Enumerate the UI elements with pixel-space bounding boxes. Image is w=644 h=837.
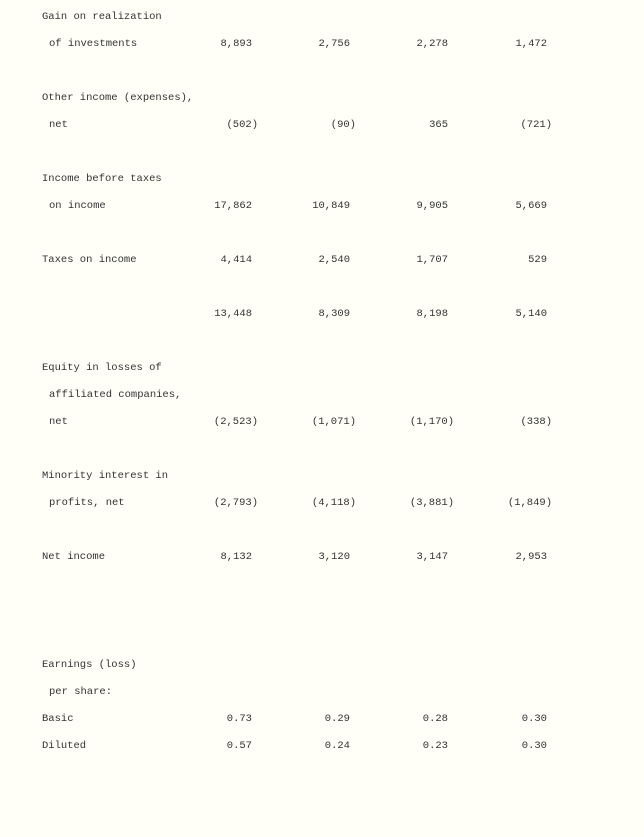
gain-value-col4: 1,472 <box>515 38 547 50</box>
basic-value-col3: 0.28 <box>422 713 448 725</box>
diluted-value-col2: 0.24 <box>324 740 350 752</box>
equity-label: Equity in losses of <box>42 362 162 374</box>
net-income-value-col3: 3,147 <box>416 551 448 563</box>
net-income-value-col2: 3,120 <box>318 551 350 563</box>
income-before-taxes-label-continued: on income <box>49 200 106 212</box>
equity-value-col1: (2,523) <box>213 416 258 428</box>
eps-label: Earnings (loss) <box>42 659 137 671</box>
ibt-value-col3: 9,905 <box>416 200 448 212</box>
other-income-value-col4: (721) <box>520 119 552 131</box>
other-income-value-col2: (90) <box>330 119 356 131</box>
tax-value-col4: 529 <box>528 254 547 266</box>
other-label-line-1 <box>0 91 644 105</box>
other-income-label-continued: net <box>49 119 68 131</box>
minority-interest-label-continued: profits, net <box>49 497 125 509</box>
minority-value-col2: (4,118) <box>311 497 356 509</box>
diluted-value-col4: 0.30 <box>521 740 547 752</box>
gain-label-continued: of investments <box>49 38 138 50</box>
taxes-label: Taxes on income <box>42 254 137 266</box>
ibt-value-col2: 10,849 <box>312 200 350 212</box>
eps-diluted-label: Diluted <box>42 740 87 752</box>
eps-label-continued: per share: <box>49 686 113 698</box>
subtotal-value-col3: 8,198 <box>416 308 448 320</box>
eps-diluted-row <box>0 739 644 753</box>
other-income-value-col3: 365 <box>429 119 448 131</box>
eps-label-line-2 <box>0 685 644 699</box>
subtotal-value-col1: 13,448 <box>214 308 252 320</box>
other-income-value-col1: (502) <box>226 119 258 131</box>
minority-label-line-1 <box>0 469 644 483</box>
other-income-label: Other income (expenses), <box>42 92 194 104</box>
taxes-row <box>0 253 644 267</box>
minority-interest-row <box>0 496 644 510</box>
tax-value-col2: 2,540 <box>318 254 350 266</box>
net-income-value-col4: 2,953 <box>515 551 547 563</box>
gain-row <box>0 37 644 51</box>
diluted-value-col3: 0.23 <box>422 740 448 752</box>
minority-interest-label: Minority interest in <box>42 470 169 482</box>
equity-label-net: net <box>49 416 68 428</box>
equity-value-col2: (1,071) <box>311 416 356 428</box>
net-income-row <box>0 550 644 564</box>
equity-label-continued: affiliated companies, <box>49 389 182 401</box>
gain-label: Gain on realization <box>42 11 162 23</box>
equity-label-line-2 <box>0 388 644 402</box>
ibt-label-line-1 <box>0 172 644 186</box>
basic-value-col4: 0.30 <box>521 713 547 725</box>
income-before-taxes-label: Income before taxes <box>42 173 162 185</box>
subtotal-value-col2: 8,309 <box>318 308 350 320</box>
other-income-row <box>0 118 644 132</box>
basic-value-col2: 0.29 <box>324 713 350 725</box>
net-income-label: Net income <box>42 551 106 563</box>
minority-value-col1: (2,793) <box>213 497 258 509</box>
ibt-value-col4: 5,669 <box>515 200 547 212</box>
gain-label-line-1 <box>0 10 644 24</box>
gain-value-col3: 2,278 <box>416 38 448 50</box>
minority-value-col4: (1,849) <box>507 497 552 509</box>
equity-value-col4: (338) <box>520 416 552 428</box>
equity-label-line-1 <box>0 361 644 375</box>
subtotal-value-col4: 5,140 <box>515 308 547 320</box>
diluted-value-col1: 0.57 <box>226 740 252 752</box>
tax-value-col3: 1,707 <box>416 254 448 266</box>
tax-value-col1: 4,414 <box>220 254 252 266</box>
gain-value-col2: 2,756 <box>318 38 350 50</box>
ibt-value-col1: 17,862 <box>214 200 252 212</box>
equity-value-col3: (1,170) <box>409 416 454 428</box>
net-income-value-col1: 8,132 <box>220 551 252 563</box>
income-before-taxes-row <box>0 199 644 213</box>
subtotal-row <box>0 307 644 321</box>
eps-basic-label: Basic <box>42 713 74 725</box>
eps-basic-row <box>0 712 644 726</box>
basic-value-col1: 0.73 <box>226 713 252 725</box>
eps-label-line-1 <box>0 658 644 672</box>
gain-value-col1: 8,893 <box>220 38 252 50</box>
minority-value-col3: (3,881) <box>409 497 454 509</box>
equity-row <box>0 415 644 429</box>
